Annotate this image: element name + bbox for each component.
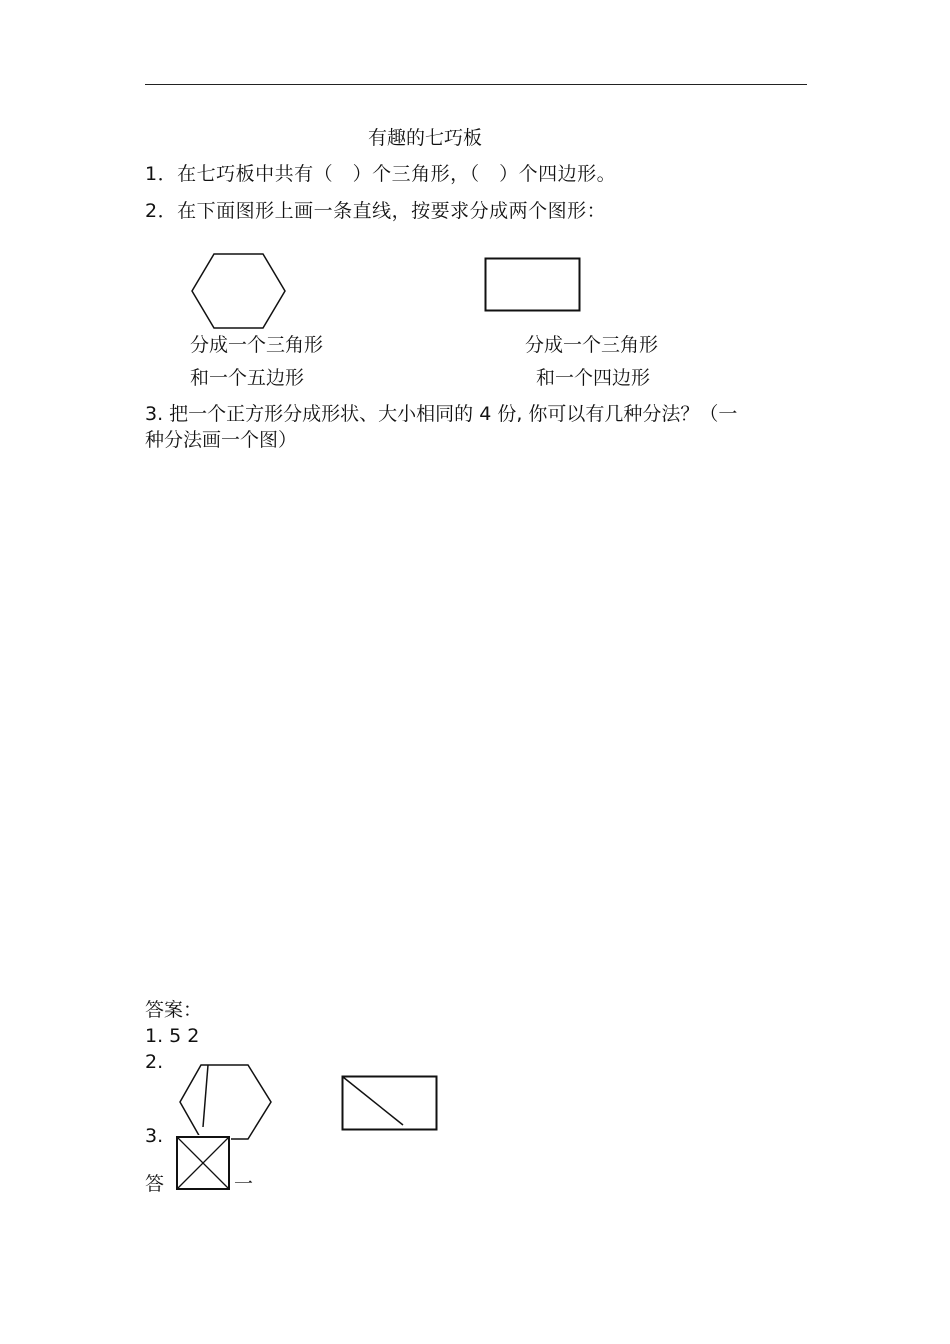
question-1: 1．在七巧板中共有（ ）个三角形，（ ）个四边形。: [145, 163, 617, 185]
hexagon-caption-line1: 分成一个三角形: [190, 334, 324, 356]
answers-heading: 答案：: [145, 999, 203, 1021]
answer-2-label: 2.: [145, 1051, 164, 1073]
answer-hexagon-figure: [178, 1063, 274, 1141]
hexagon-figure: [190, 252, 288, 330]
answer-rectangle-figure: [341, 1075, 439, 1132]
page-title: 有趣的七巧板: [368, 127, 483, 149]
answer-hexagon-cut-line: [203, 1065, 208, 1127]
hexagon-caption-line2: 和一个五边形: [190, 367, 305, 389]
answer-hexagon-outline: [180, 1065, 271, 1139]
answer-rectangle-outline: [343, 1077, 437, 1130]
question-3-line2: 种分法画一个图）: [145, 429, 298, 451]
question-2: 2．在下面图形上画一条直线，按要求分成两个图形：: [145, 200, 607, 222]
answer-rectangle-cut-line: [343, 1077, 403, 1125]
rectangle-figure: [484, 257, 582, 313]
answer-1: 1. 5 2: [145, 1025, 200, 1047]
rectangle-caption-line2: 和一个四边形: [536, 367, 651, 389]
header-rule: [145, 84, 807, 85]
hexagon-outline: [192, 254, 285, 328]
answer-3-label: 3.: [145, 1125, 164, 1147]
answer-3-tail-right: 一: [234, 1173, 254, 1195]
answer-3-tail-left: 答: [145, 1173, 165, 1195]
rectangle-caption-line1: 分成一个三角形: [525, 334, 659, 356]
rectangle-outline: [486, 259, 580, 311]
answer-square-figure: [175, 1135, 231, 1191]
question-3-line1: 3. 把一个正方形分成形状、大小相同的 4 份, 你可以有几种分法？（一: [145, 403, 738, 425]
